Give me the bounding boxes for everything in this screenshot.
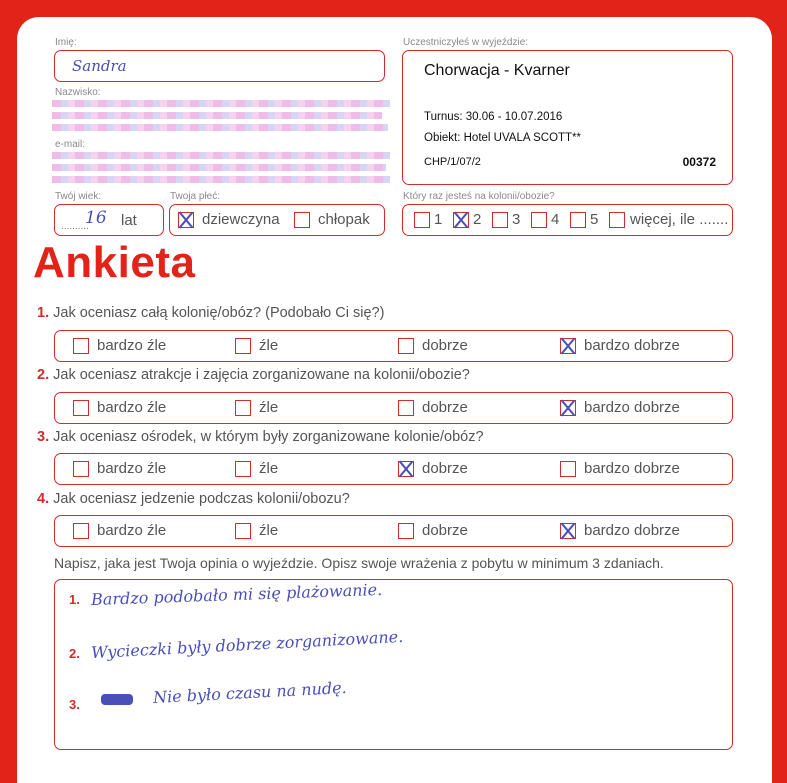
q2-dobrze-checkbox[interactable] [398, 400, 414, 416]
q1-zle-label: źle [259, 337, 279, 354]
q3-zle-label: źle [259, 460, 279, 477]
trip-number: 00372 [682, 155, 716, 169]
question-4 [37, 491, 350, 507]
question-4-number: 4. [37, 491, 50, 507]
times-5-label: 5 [590, 211, 599, 228]
q4-zle-checkbox[interactable] [235, 523, 251, 539]
q3-dobrze-checkbox[interactable] [398, 461, 414, 477]
age-field[interactable] [54, 204, 164, 236]
opinion-box[interactable] [54, 579, 733, 750]
gender-female-checkbox[interactable] [178, 212, 194, 228]
q3-zle-checkbox[interactable] [235, 461, 251, 477]
q2-bardzo-zle-checkbox[interactable] [73, 400, 89, 416]
times-5-checkbox[interactable] [570, 212, 586, 228]
redacted-email-2 [52, 164, 386, 171]
trip-card [402, 50, 733, 185]
q4-zle-label: źle [259, 522, 279, 539]
surname-label: Nazwisko: [55, 87, 101, 98]
q1-zle-checkbox[interactable] [235, 338, 251, 354]
times-field [402, 204, 733, 236]
question-1-text: Jak oceniasz całą kolonię/obóz? (Podobało Ci się?) [53, 305, 385, 321]
q1-bardzo-zle-label: bardzo źle [97, 337, 167, 354]
q3-bardzo-dobrze-label: bardzo dobrze [584, 460, 680, 477]
q3-dobrze-label: dobrze [422, 460, 468, 477]
redacted-email [52, 152, 390, 159]
question-3 [37, 429, 484, 445]
q3-bardzo-zle-checkbox[interactable] [73, 461, 89, 477]
q1-dobrze-label: dobrze [422, 337, 468, 354]
age-dots: .......... [61, 221, 89, 232]
question-2-text: Jak oceniasz atrakcje i zajęcia zorganizowane na kolonii/obozie? [53, 367, 470, 383]
opinion-line-2-number: 2. [69, 646, 80, 661]
times-4-label: 4 [551, 211, 560, 228]
trip-destination: Chorwacja - Kvarner [424, 62, 570, 79]
question-1-options [54, 330, 733, 362]
q2-dobrze-label: dobrze [422, 399, 468, 416]
q3-bardzo-dobrze-checkbox[interactable] [560, 461, 576, 477]
times-more-label: więcej, ile ....... [630, 211, 729, 228]
age-value: 16 [85, 208, 107, 228]
q2-zle-label: źle [259, 399, 279, 416]
q1-bardzo-zle-checkbox[interactable] [73, 338, 89, 354]
times-label: Który raz jesteś na kolonii/obozie? [403, 191, 555, 202]
age-unit: lat [121, 212, 137, 229]
opinion-line-2: Wycieczki były dobrze zorganizowane. [90, 626, 404, 663]
q4-bardzo-dobrze-label: bardzo dobrze [584, 522, 680, 539]
redacted-email-3 [52, 176, 390, 183]
q4-bardzo-zle-label: bardzo źle [97, 522, 167, 539]
times-2-label: 2 [473, 211, 482, 228]
redacted-surname-3 [52, 124, 388, 131]
question-4-text: Jak oceniasz jedzenie podczas kolonii/obozu? [53, 491, 350, 507]
survey-title: Ankieta [33, 238, 196, 287]
times-3-label: 3 [512, 211, 521, 228]
gender-field [169, 204, 385, 236]
q2-bardzo-zle-label: bardzo źle [97, 399, 167, 416]
trip-obiekt: Obiekt: Hotel UVALA SCOTT** [424, 132, 582, 144]
gender-male-label: chłopak [318, 211, 370, 228]
scribble-mark [101, 694, 133, 705]
opinion-line-1-number: 1. [69, 592, 80, 607]
question-3-text: Jak oceniasz ośrodek, w którym były zorganizowane kolonie/obóz? [53, 429, 484, 445]
times-2-checkbox[interactable] [453, 212, 469, 228]
question-2-options [54, 392, 733, 424]
opinion-line-3: Nie było czasu na nudę. [152, 677, 348, 708]
q2-bardzo-dobrze-checkbox[interactable] [560, 400, 576, 416]
times-more-checkbox[interactable] [609, 212, 625, 228]
q4-dobrze-label: dobrze [422, 522, 468, 539]
times-3-checkbox[interactable] [492, 212, 508, 228]
opinion-line-3-number: 3. [69, 697, 80, 712]
gender-female-label: dziewczyna [202, 211, 280, 228]
name-label: Imię: [55, 37, 77, 48]
q1-bardzo-dobrze-label: bardzo dobrze [584, 337, 680, 354]
q2-zle-checkbox[interactable] [235, 400, 251, 416]
question-3-options [54, 453, 733, 485]
q4-bardzo-zle-checkbox[interactable] [73, 523, 89, 539]
times-1-label: 1 [434, 211, 443, 228]
question-2 [37, 367, 470, 383]
age-label: Twój wiek: [55, 191, 102, 202]
q1-bardzo-dobrze-checkbox[interactable] [560, 338, 576, 354]
q1-dobrze-checkbox[interactable] [398, 338, 414, 354]
email-label: e-mail: [55, 139, 86, 150]
times-1-checkbox[interactable] [414, 212, 430, 228]
name-value: Sandra [72, 57, 127, 75]
question-1-number: 1. [37, 305, 50, 321]
times-4-checkbox[interactable] [531, 212, 547, 228]
question-2-number: 2. [37, 367, 50, 383]
opinion-line-1: Bardzo podobało mi się plażowanie. [90, 579, 383, 610]
q3-bardzo-zle-label: bardzo źle [97, 460, 167, 477]
trip-code: CHP/1/07/2 [424, 156, 481, 168]
question-1 [37, 305, 384, 321]
opinion-prompt: Napisz, jaka jest Twoja opinia o wyjeździe. Opisz swoje wrażenia z pobytu w minimum 3 zdaniach. [54, 555, 664, 571]
redacted-surname-2 [52, 112, 382, 119]
q4-bardzo-dobrze-checkbox[interactable] [560, 523, 576, 539]
q2-bardzo-dobrze-label: bardzo dobrze [584, 399, 680, 416]
q4-dobrze-checkbox[interactable] [398, 523, 414, 539]
question-4-options [54, 515, 733, 547]
gender-male-checkbox[interactable] [294, 212, 310, 228]
redacted-surname [52, 100, 390, 107]
trip-label: Uczestniczyłeś w wyjeździe: [403, 37, 529, 48]
question-3-number: 3. [37, 429, 50, 445]
trip-turnus: Turnus: 30.06 - 10.07.2016 [424, 111, 563, 123]
name-field[interactable] [54, 50, 385, 82]
gender-label: Twoja płeć: [170, 191, 221, 202]
